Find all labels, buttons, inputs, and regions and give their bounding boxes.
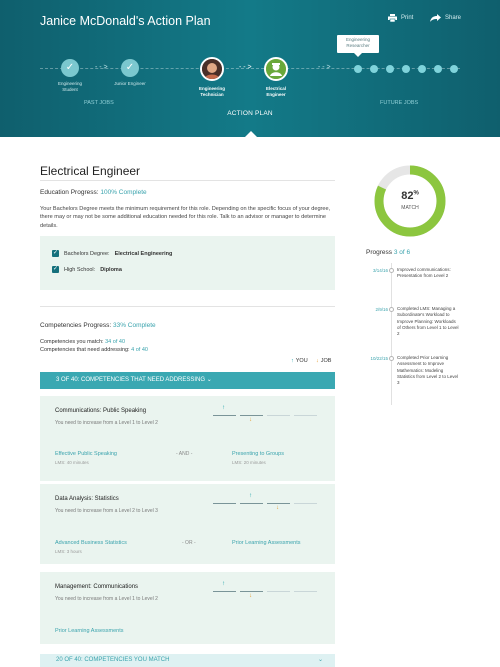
future-job-node[interactable] <box>386 65 394 73</box>
course-link[interactable]: Prior Learning Assessments <box>232 540 301 546</box>
progress-heading <box>366 249 410 256</box>
match-bar-label: 20 OF 40: COMPETENCIES YOU MATCH <box>56 657 170 663</box>
education-progress-label: Education Progress: <box>40 189 99 196</box>
competencies-progress-value: 33% Complete <box>112 322 156 329</box>
action-plan-label: ACTION PLAN <box>227 110 273 117</box>
timeline-dot <box>389 268 394 273</box>
chevron-down-icon: ⌄ <box>206 377 212 383</box>
competency-card <box>40 572 335 644</box>
timeline-dot <box>389 356 394 361</box>
need-addressing-label: 3 OF 40: COMPETENCIES THAT NEED ADDRESSING <box>56 377 206 383</box>
level-track <box>213 591 236 592</box>
share-button[interactable] <box>430 14 461 22</box>
future-job-node[interactable] <box>370 65 378 73</box>
share-label: Share <box>445 15 462 21</box>
requirement-label: Bachelors Degree: <box>64 250 110 257</box>
progress-date: 10/22/15 <box>370 356 388 361</box>
chevron-down-icon: ⌄ <box>317 657 323 663</box>
education-progress-value: 100% Complete <box>100 189 147 196</box>
progress-label: Progress <box>366 249 393 256</box>
you-marker-icon: ↑ <box>222 405 225 411</box>
legend-job <box>316 358 331 364</box>
progress-date: 3/14/16 <box>372 268 388 273</box>
legend-you-label: YOU <box>295 358 308 364</box>
match-percent <box>373 190 447 202</box>
active-section-notch <box>245 131 257 137</box>
timeline-dot <box>389 307 394 312</box>
arrow-dots-icon: - - > <box>239 64 252 71</box>
course-duration: LMS: 3 hours <box>55 549 82 554</box>
competencies-matched <box>40 339 125 345</box>
competency-card <box>40 396 335 481</box>
job-label-engineering-student: Engineering Student <box>57 81 83 92</box>
user-avatar[interactable] <box>200 57 224 81</box>
page-title: Janice McDonald's Action Plan <box>40 14 211 28</box>
divider <box>40 306 335 307</box>
competency-title: Data Analysis: Statistics <box>55 496 119 502</box>
engineer-icon <box>266 59 286 79</box>
future-job-node[interactable] <box>450 65 458 73</box>
arrow-dots-icon: - - > <box>95 64 108 71</box>
level-track <box>294 415 317 416</box>
competency-title: Management: Communications <box>55 584 139 590</box>
level-track <box>294 503 317 504</box>
job-marker-icon: ↓ <box>276 505 279 511</box>
course-duration: LMS: 20 minutes <box>232 460 266 465</box>
you-marker-icon: ↑ <box>249 493 252 499</box>
legend-you <box>291 358 308 364</box>
job-label-engineering-technician: Engineering Technician <box>198 86 225 97</box>
job-label-junior-engineer: Junior Engineer <box>114 81 146 86</box>
competency-subtitle: You need to increase from a Level 1 to Level 2 <box>55 420 158 426</box>
job-marker-icon: ↓ <box>249 417 252 423</box>
education-progress <box>40 189 147 196</box>
education-description: Your Bachelors Degree meets the minimum requirement for this role. Depending on the specific focus of your degree, there may or may not be some additional education needed for this role. Talk to an advisor or manager to determine details. <box>40 206 331 229</box>
arrow-dots-icon: - - > <box>318 64 331 71</box>
option-separator: - AND - <box>176 451 193 457</box>
you-marker-icon: ↑ <box>222 581 225 587</box>
progress-item-text: Completed Prior Learning Assessment to Improve Mathematics: Modeling Statistics from Level 2 to Level 3 <box>397 355 459 386</box>
course-duration: LMS: 40 minutes <box>55 460 89 465</box>
match-percent-value: 82 <box>401 190 414 202</box>
competencies-needed-value: 4 of 40 <box>131 347 148 353</box>
education-requirements <box>40 236 335 290</box>
competencies-needed-label: Competencies that need addressing: <box>40 347 130 353</box>
progress-value: 3 of 6 <box>393 249 411 256</box>
competencies-matched-label: Competencies you match: <box>40 339 104 345</box>
course-link[interactable]: Effective Public Speaking <box>55 451 117 457</box>
progress-date: 2/9/16 <box>375 307 388 312</box>
job-marker-icon: ↓ <box>249 593 252 599</box>
option-separator: - OR - <box>182 540 196 546</box>
legend-job-label: JOB <box>320 358 332 364</box>
competencies-needed <box>40 347 148 353</box>
course-link[interactable]: Presenting to Groups <box>232 451 284 457</box>
job-node-junior-engineer[interactable] <box>121 59 139 77</box>
level-track <box>213 415 236 416</box>
requirement-label: High School: <box>64 266 96 273</box>
requirement-row <box>52 250 172 257</box>
print-label: Print <box>401 15 414 21</box>
future-job-node[interactable] <box>402 65 410 73</box>
level-track <box>267 415 290 416</box>
progress-item-text: Completed LMS: Managing a Subordinate's Workload to Improve Planning: Workloads of Others from Level 1 to Level 2 <box>397 306 459 337</box>
competency-subtitle: You need to increase from a Level 1 to Level 2 <box>55 596 158 602</box>
requirement-value: Diploma <box>100 266 122 273</box>
level-track <box>240 591 263 592</box>
print-icon <box>388 14 397 22</box>
future-job-tooltip: Engineering Researcher <box>337 35 379 53</box>
job-title: Electrical Engineer <box>40 164 141 178</box>
competencies-progress-label: Competencies Progress: <box>40 322 112 329</box>
competencies-need-addressing-toggle[interactable] <box>40 372 335 389</box>
requirement-value: Electrical Engineering <box>114 250 173 257</box>
print-button[interactable] <box>388 14 413 22</box>
level-track <box>267 503 290 504</box>
requirement-row <box>52 266 122 273</box>
you-arrow-icon: ↑ <box>291 358 294 364</box>
portrait-icon <box>202 59 222 79</box>
percent-sign: % <box>413 190 419 197</box>
course-link[interactable]: Prior Learning Assessments <box>55 628 124 634</box>
job-label-electrical-engineer: Electrical Engineer <box>265 86 286 97</box>
course-link[interactable]: Advanced Business Statistics <box>55 540 127 546</box>
future-job-node[interactable] <box>354 65 362 73</box>
match-label: MATCH <box>401 205 419 211</box>
checkbox-checked[interactable]: ✓ <box>52 266 59 272</box>
competencies-progress <box>40 322 156 329</box>
competency-card <box>40 484 335 564</box>
target-job-icon[interactable] <box>264 57 288 81</box>
competencies-match-toggle[interactable] <box>40 654 335 667</box>
past-jobs-label: PAST JOBS <box>84 100 114 106</box>
job-arrow-icon: ↓ <box>316 358 319 364</box>
check-icon: ✓ <box>65 62 75 73</box>
level-track <box>240 503 263 504</box>
progress-item-text: Improved communications: Presentation from Level 2 <box>397 267 451 279</box>
level-track <box>267 591 290 592</box>
level-track <box>294 591 317 592</box>
check-icon: ✓ <box>125 62 135 73</box>
future-jobs-label: FUTURE JOBS <box>380 100 419 106</box>
job-node-engineering-student[interactable] <box>61 59 79 77</box>
divider <box>40 180 335 181</box>
future-job-node[interactable] <box>434 65 442 73</box>
competency-subtitle: You need to increase from a Level 2 to Level 3 <box>55 508 158 514</box>
share-icon <box>430 14 441 22</box>
checkbox-checked[interactable]: ✓ <box>52 250 59 256</box>
competencies-matched-value: 34 of 40 <box>105 339 126 345</box>
action-plan-header <box>0 0 500 137</box>
competency-title: Communications: Public Speaking <box>55 408 147 414</box>
future-job-node[interactable] <box>418 65 426 73</box>
level-track <box>213 503 236 504</box>
progress-timeline-line <box>391 263 392 405</box>
level-track <box>240 415 263 416</box>
